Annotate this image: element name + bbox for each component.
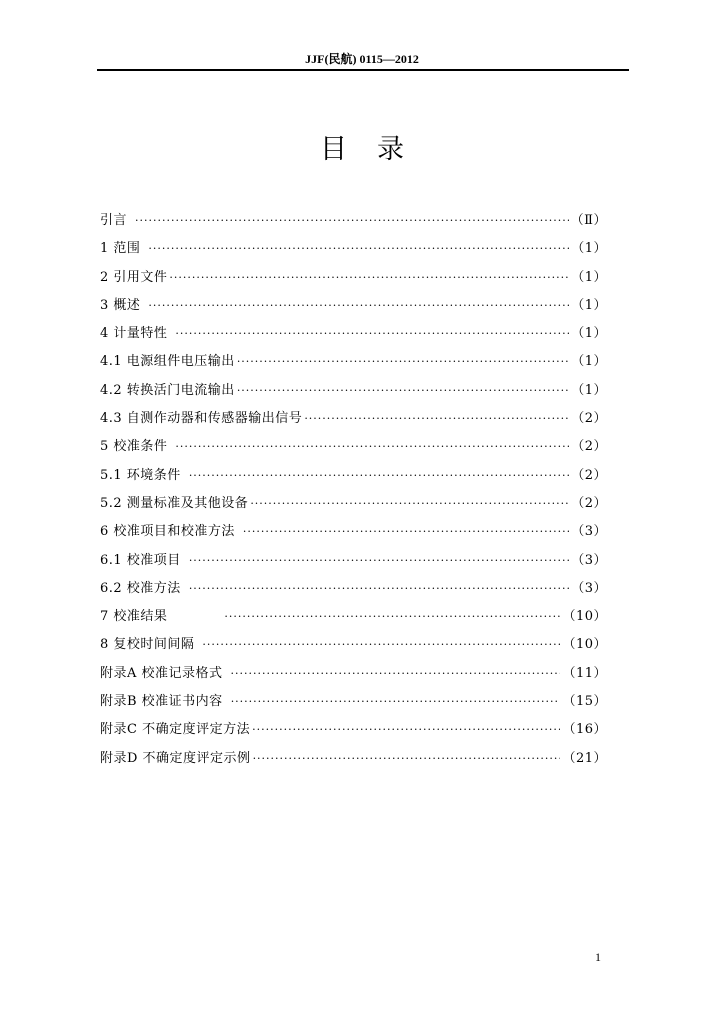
toc-entry-label: 3 概述 <box>100 297 141 313</box>
toc-entry-page: （2） <box>571 411 607 427</box>
toc-entry-label: 1 范围 <box>100 241 141 257</box>
toc-entry-page: （10） <box>562 609 607 625</box>
dot-leader <box>231 688 561 716</box>
toc-entry-page: （1） <box>571 297 607 313</box>
toc-entry-label: 5.1 环境条件 <box>100 467 181 483</box>
toc-entry[interactable] <box>100 716 607 744</box>
toc-entry-label: 引言 <box>100 213 128 228</box>
toc-entry[interactable] <box>100 631 607 659</box>
toc-entry-label: 5.2 测量标准及其他设备 <box>100 495 249 511</box>
dot-leader <box>189 547 569 575</box>
toc-entry-page: （Ⅱ） <box>570 213 607 228</box>
dot-leader <box>148 235 569 263</box>
toc-entry-page: （21） <box>562 750 607 766</box>
dot-leader <box>175 320 569 348</box>
dot-leader <box>189 462 569 490</box>
toc-entry-page: （2） <box>571 467 607 483</box>
dot-leader <box>252 716 560 744</box>
toc-entry-label: 4.1 电源组件电压输出 <box>100 354 235 370</box>
toc-entry-page: （3） <box>571 580 607 596</box>
toc-entry[interactable] <box>100 490 607 518</box>
dot-leader <box>250 490 569 518</box>
dot-leader <box>148 292 569 320</box>
toc-entry-page: （2） <box>571 495 607 511</box>
toc-entry-label: 4.2 转换活门电流输出 <box>100 382 235 398</box>
dot-leader <box>135 207 569 235</box>
running-header: JJF(民航) 0115—2012 <box>305 52 419 66</box>
toc-entry-label: 4.3 自测作动器和传感器输出信号 <box>100 411 303 427</box>
table-of-contents <box>100 207 607 773</box>
toc-entry-page: （15） <box>562 694 607 710</box>
dot-leader <box>253 745 561 773</box>
toc-entry-label: 6.2 校准方法 <box>100 580 181 596</box>
toc-entry-page: （1） <box>571 241 607 257</box>
toc-entry-label: 5 校准条件 <box>100 439 168 455</box>
toc-entry-label: 6 校准项目和校准方法 <box>100 524 235 540</box>
dot-leader <box>202 631 560 659</box>
header-rule <box>97 69 629 71</box>
toc-entry-page: （3） <box>571 524 607 540</box>
toc-entry-page: （1） <box>571 269 607 285</box>
toc-entry-label: 附录A 校准记录格式 <box>100 665 223 681</box>
dot-leader <box>224 603 560 631</box>
toc-entry-page: （1） <box>571 382 607 398</box>
toc-entry-page: （16） <box>562 722 607 738</box>
toc-entry[interactable] <box>100 660 607 688</box>
toc-entry-page: （10） <box>562 637 607 653</box>
dot-leader <box>169 264 569 292</box>
toc-entry-page: （3） <box>571 552 607 568</box>
toc-entry[interactable] <box>100 405 607 433</box>
toc-entry[interactable] <box>100 688 607 716</box>
toc-entry-label: 7 校准结果 <box>100 609 168 625</box>
toc-entry[interactable] <box>100 292 607 320</box>
toc-entry[interactable] <box>100 348 607 376</box>
dot-leader <box>237 348 569 376</box>
toc-entry[interactable] <box>100 745 607 773</box>
toc-entry-label: 2 引用文件 <box>100 269 168 285</box>
dot-leader <box>231 660 561 688</box>
dot-leader <box>237 377 569 405</box>
toc-entry-label: 附录C 不确定度评定方法 <box>100 722 251 738</box>
toc-entry[interactable] <box>100 433 607 461</box>
toc-entry[interactable] <box>100 264 607 292</box>
toc-entry[interactable] <box>100 518 607 546</box>
toc-entry[interactable] <box>100 235 607 263</box>
toc-entry-label: 附录D 不确定度评定示例 <box>100 750 251 766</box>
toc-entry[interactable] <box>100 377 607 405</box>
toc-entry-page: （2） <box>571 439 607 455</box>
dot-leader <box>175 433 569 461</box>
toc-entry[interactable] <box>100 320 607 348</box>
toc-entry[interactable] <box>100 603 607 631</box>
toc-entry-page: （11） <box>562 665 607 681</box>
toc-entry-page: （1） <box>571 354 607 370</box>
toc-entry[interactable] <box>100 207 607 235</box>
page-title: 目录 <box>320 134 434 165</box>
toc-entry-label: 6.1 校准项目 <box>100 552 181 568</box>
toc-entry[interactable] <box>100 575 607 603</box>
page-number: 1 <box>595 950 601 964</box>
dot-leader <box>243 518 569 546</box>
toc-entry-label: 4 计量特性 <box>100 326 168 342</box>
toc-entry-label: 附录B 校准证书内容 <box>100 694 223 710</box>
toc-entry-page: （1） <box>571 326 607 342</box>
toc-entry[interactable] <box>100 462 607 490</box>
toc-entry[interactable] <box>100 547 607 575</box>
dot-leader <box>189 575 569 603</box>
toc-entry-label: 8 复校时间间隔 <box>100 637 195 653</box>
dot-leader <box>304 405 569 433</box>
